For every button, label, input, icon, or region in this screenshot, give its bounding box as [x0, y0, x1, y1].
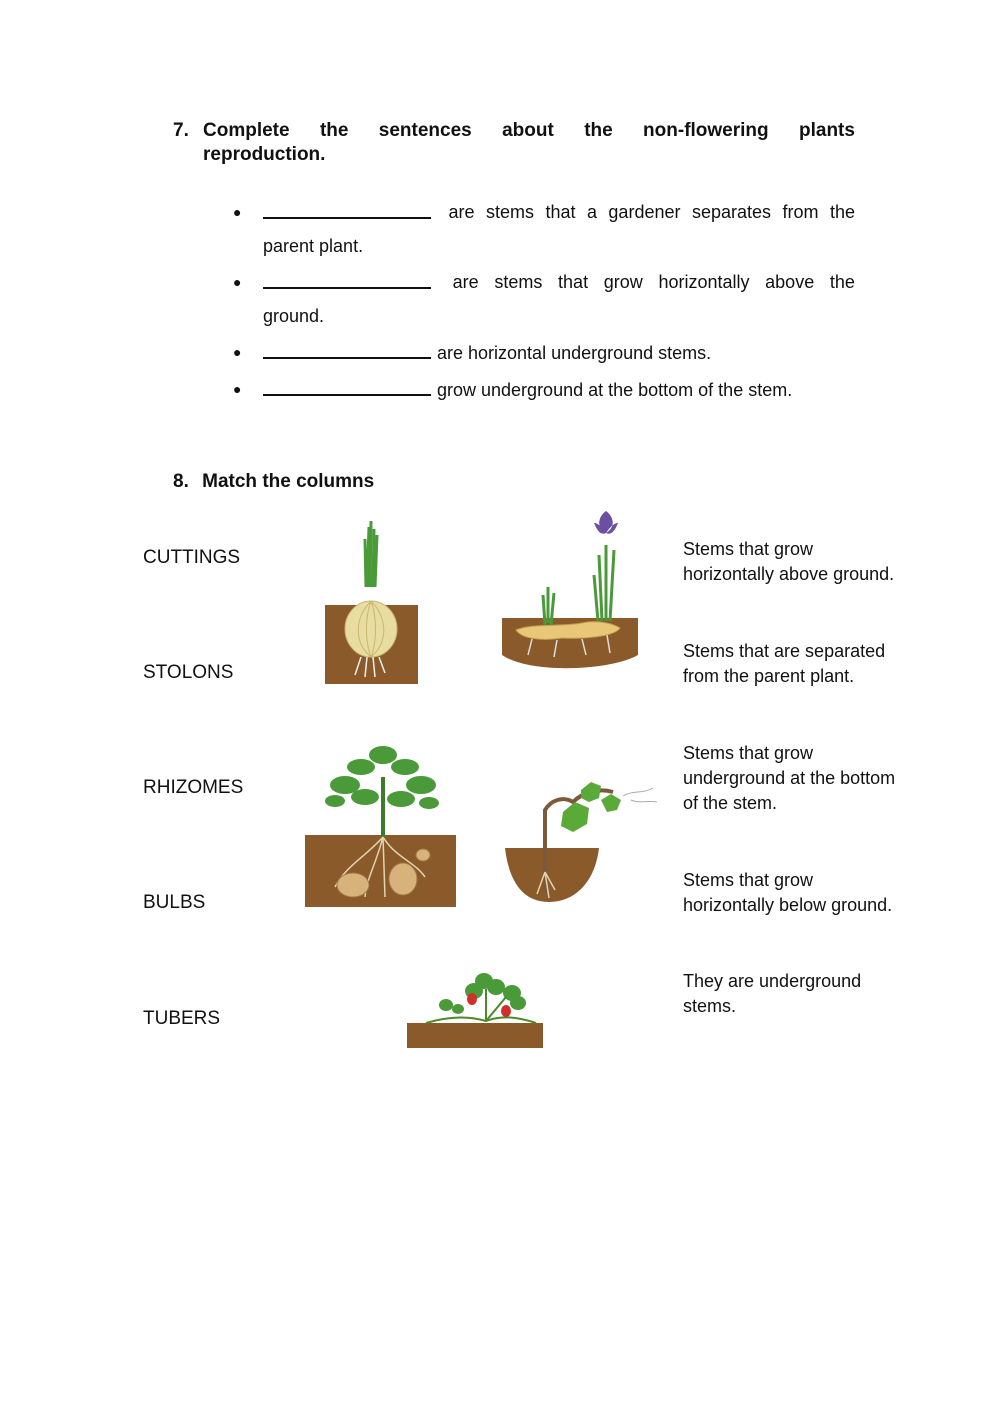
word: grow: [603, 272, 643, 292]
word: gardener: [608, 202, 681, 222]
word: horizontally: [658, 272, 750, 292]
bullet-icon: ●: [233, 344, 242, 360]
word: the: [829, 202, 855, 222]
word: above: [765, 272, 815, 292]
sentence-line: [263, 265, 855, 299]
vine-leaves: [561, 782, 621, 832]
strawberry-fruit: [501, 1005, 511, 1017]
description-line: stems.: [683, 996, 737, 1016]
onion-bulb-picture[interactable]: [325, 517, 420, 685]
word: are: [448, 202, 475, 222]
grapevine-cutting-picture[interactable]: [503, 772, 661, 904]
vine-tendrils: [623, 788, 657, 802]
iris-rhizome-picture[interactable]: [502, 505, 640, 675]
potato-tuber: [416, 849, 430, 861]
potato-tuber: [337, 873, 369, 897]
description-line: They are underground: [683, 971, 862, 991]
word: are: [452, 272, 479, 292]
potato-tubers-picture[interactable]: [305, 737, 457, 909]
term-rhizomes[interactable]: RHIZOMES: [143, 777, 244, 798]
description-line: Stems that grow: [683, 539, 814, 559]
strawberry-leaves: [439, 973, 526, 1014]
answer-blank[interactable]: [263, 335, 431, 359]
strawberry-stolons-picture[interactable]: [406, 967, 544, 1049]
question-8-text: Match the columns: [202, 471, 375, 492]
word: from: [782, 202, 819, 222]
sentence-item: [233, 265, 855, 333]
description-line: horizontally below ground.: [683, 895, 893, 915]
bullet-icon: ●: [233, 381, 242, 397]
term-stolons[interactable]: STOLONS: [143, 662, 234, 683]
word: that: [545, 202, 576, 222]
sentence-item: [233, 335, 855, 370]
onion-bulb: [345, 601, 397, 657]
question-8-title: [173, 470, 374, 494]
strawberry-fruit: [467, 993, 477, 1005]
description-line: of the stem.: [683, 793, 778, 813]
iris-leaves: [594, 545, 614, 621]
description-bottom-of-stem[interactable]: [683, 741, 933, 816]
soil-block: [407, 1023, 543, 1048]
question-7-number: 7.: [173, 120, 189, 141]
bullet-icon: ●: [233, 204, 242, 220]
sentence-line: parent plant.: [263, 236, 364, 256]
sentence-item: [233, 195, 855, 263]
question-7-title-line2: reproduction.: [203, 144, 326, 165]
title-word: non-flowering: [643, 120, 769, 141]
sentence-line: [263, 195, 855, 229]
sentence-text: grow underground at the bottom of the stem.: [437, 380, 793, 400]
title-word: the: [319, 120, 349, 141]
bullet-icon: ●: [233, 274, 242, 290]
question-7-title: [173, 119, 855, 167]
description-line: from the parent plant.: [683, 666, 855, 686]
onion-leaves: [365, 521, 377, 587]
description-line: horizontally above ground.: [683, 564, 895, 584]
description-line: Stems that are separated: [683, 641, 886, 661]
title-word: about: [502, 120, 554, 141]
answer-blank[interactable]: [263, 265, 431, 289]
description-below-ground[interactable]: [683, 868, 933, 918]
word: a: [586, 202, 597, 222]
small-shoot: [543, 587, 554, 625]
term-bulbs[interactable]: BULBS: [143, 892, 206, 913]
answer-blank[interactable]: [263, 195, 431, 219]
title-word: Complete: [203, 120, 290, 141]
question-7-title-line1: [203, 119, 855, 143]
sentence-item: [233, 372, 855, 407]
title-word: the: [584, 120, 613, 141]
word: that: [558, 272, 589, 292]
description-underground[interactable]: [683, 969, 933, 1019]
sentence-line: ground.: [263, 306, 325, 326]
term-cuttings[interactable]: CUTTINGS: [143, 547, 241, 568]
iris-flower: [594, 511, 618, 534]
title-word: sentences: [378, 120, 472, 141]
title-word: plants: [799, 120, 855, 141]
description-above-ground[interactable]: [683, 537, 933, 587]
soil-block: [505, 848, 599, 902]
runner: [426, 1017, 536, 1023]
word: stems: [485, 202, 534, 222]
word: the: [829, 272, 855, 292]
question-8-number: 8.: [173, 471, 189, 492]
sentence-text: are horizontal underground stems.: [437, 343, 712, 363]
description-line: Stems that grow: [683, 743, 814, 763]
term-tubers[interactable]: TUBERS: [143, 1008, 221, 1029]
sentence-list: [233, 195, 855, 409]
description-line: underground at the bottom: [683, 768, 896, 788]
description-separated[interactable]: [683, 639, 933, 689]
word: separates: [691, 202, 772, 222]
word: stems: [494, 272, 543, 292]
description-line: Stems that grow: [683, 870, 814, 890]
potato-tuber: [389, 863, 417, 895]
answer-blank[interactable]: [263, 372, 431, 396]
